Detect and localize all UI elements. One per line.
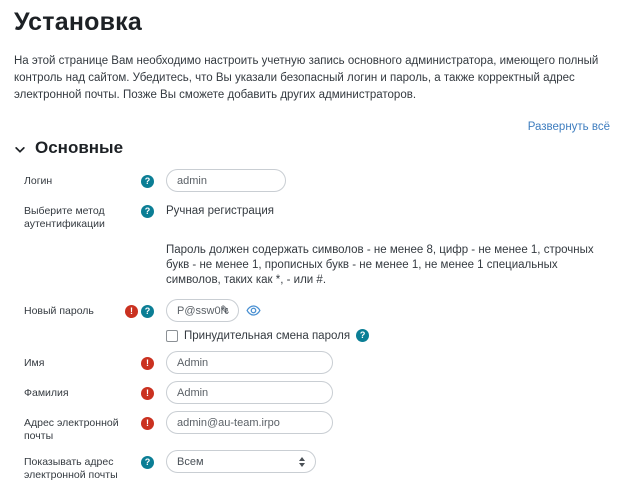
force-change-checkbox[interactable] [166,330,178,342]
auth-method-label: Выберите метод аутентификации [24,205,105,230]
password-policy-hint-row [166,243,610,288]
help-icon[interactable]: ? [141,175,154,188]
pencil-icon: ✎ [219,303,230,317]
form-row-login [14,169,610,192]
form-row-firstname [14,351,610,374]
lastname-input[interactable] [166,381,333,404]
required-icon: ! [141,387,154,400]
help-icon[interactable]: ? [141,456,154,469]
firstname-label: Имя [24,357,45,369]
form-row-new-password [14,299,610,322]
chevron-down-icon[interactable] [14,144,26,156]
force-change-label: Принудительная смена пароля [184,329,351,342]
email-input[interactable] [166,411,333,434]
form-row-lastname [14,381,610,404]
lastname-label: Фамилия [24,387,69,399]
email-visibility-selected-value: Всем [177,455,204,468]
section-header-basic[interactable] [14,138,610,158]
login-label: Логин [24,175,53,187]
new-password-label: Новый пароль [24,305,94,317]
eye-icon[interactable] [246,303,261,318]
required-icon: ! [125,305,138,318]
help-icon[interactable]: ? [141,305,154,318]
form-row-email [14,411,610,443]
email-visibility-select[interactable] [166,450,316,473]
auth-method-value: Ручная регистрация [166,205,275,217]
expand-all-link[interactable]: Развернуть всё [527,121,610,133]
email-label: Адрес электронной почты [24,417,119,442]
expand-all-row [14,117,610,135]
required-icon: ! [141,417,154,430]
help-icon[interactable]: ? [141,205,154,218]
page-title: Установка [14,8,142,36]
new-password-input[interactable] [166,299,239,322]
required-icon: ! [141,357,154,370]
help-icon[interactable]: ? [356,329,369,342]
password-policy-hint: Пароль должен содержать символов - не менее 8, цифр - не менее 1, строчных букв - не менее 1, прописных букв - не менее 1, не менее 1 специальных символов, таких как *, - или #. [166,244,594,286]
email-visibility-label: Показывать адрес электронной почты [24,456,118,481]
select-updown-icon [299,457,305,467]
force-change-row [166,329,610,342]
section-title: Основные [35,138,124,157]
form-row-email-visibility [14,450,610,482]
login-input[interactable] [166,169,286,192]
intro-text: На этой странице Вам необходимо настроить учетную запись основного администратора, имеющего полный контроль над сайтом. Убедитесь, что Вы указали безопасный логин и пароль, а также корректный адрес электронной почты. Позже Вы сможете добавить других администраторов. [14,55,599,101]
firstname-input[interactable] [166,351,333,374]
form-row-auth-method [14,199,610,231]
